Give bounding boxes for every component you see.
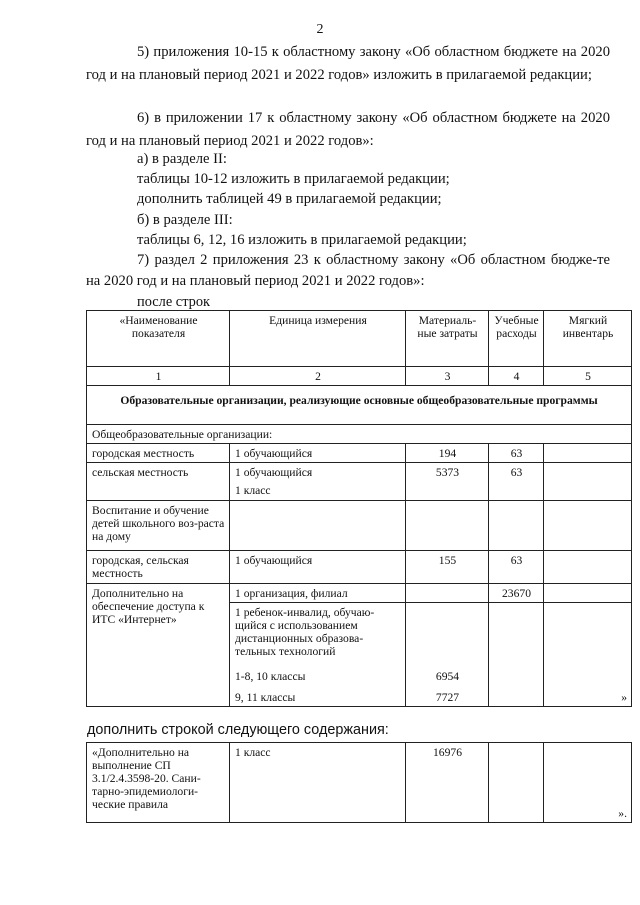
row-unit-city-rural: 1 обучающийся — [230, 551, 406, 584]
row-name-rural: сельская местность — [87, 463, 230, 501]
page-number: 2 — [316, 22, 324, 37]
row-unit-internet-org: 1 организация, филиал — [230, 584, 406, 603]
subline-tables-10-12: таблицы 10-12 изложить в прилагаемой редакции; — [137, 171, 450, 187]
row-unit-rural-student: 1 обучающийся — [235, 466, 313, 479]
row-study-home — [489, 501, 544, 551]
row-material-internet-child — [406, 603, 489, 707]
col-number-2: 2 — [230, 367, 406, 386]
row-material-internet-org — [406, 584, 489, 603]
add-line-label: дополнить строкой следующего содержания: — [87, 722, 389, 738]
subline-section-2: а) в разделе II: — [137, 151, 227, 167]
row-soft-internet-org — [544, 584, 632, 603]
add-row-closing: ». — [544, 743, 632, 823]
subline-section-3: б) в разделе III: — [137, 212, 233, 228]
table-header-row — [87, 311, 632, 367]
row-name-city-rural: городская, сельская местность — [87, 551, 230, 584]
table-row — [87, 463, 632, 501]
add-row-material: 16976 — [406, 743, 489, 823]
row-grades-1: 1-8, 10 классы — [235, 670, 306, 683]
row-soft-city — [544, 444, 632, 463]
table-addition — [86, 742, 632, 823]
header-unit: Единица измерения — [230, 311, 406, 367]
row-material-city-rural: 155 — [406, 551, 489, 584]
paragraph-6: 6) в приложении 17 к областному закону «Об областном бюджете на 2020 год и на плановый период 2021 и 2022 годов»: — [86, 110, 610, 149]
column-number-row — [87, 367, 632, 386]
row-soft-city-rural — [544, 551, 632, 584]
header-indicator-name: «Наименование показателя — [87, 311, 230, 367]
add-row-name: «Дополнительно на выполнение СП 3.1/2.4.3598-20. Сани-тарно-эпидемиологи-ческие правила — [87, 743, 230, 823]
add-row-study — [489, 743, 544, 823]
col-number-3: 3 — [406, 367, 489, 386]
row-name-home: Воспитание и обучение детей школьного воз-раста на дому — [87, 501, 230, 551]
table-row — [87, 444, 632, 463]
row-name-internet: Дополнительно на обеспечение доступа к ИТС «Интернет» — [87, 584, 230, 707]
add-row-unit: 1 класс — [230, 743, 406, 823]
after-lines-label: после строк — [137, 294, 211, 310]
row-unit-home — [230, 501, 406, 551]
row-name-city: городская местность — [87, 444, 230, 463]
row-soft-rural — [544, 463, 632, 501]
table-row — [87, 743, 632, 823]
row-grades-2: 9, 11 классы — [235, 691, 296, 704]
subline-table-49: дополнить таблицей 49 в прилагаемой редакции; — [137, 191, 442, 207]
paragraph-7: 7) раздел 2 приложения 23 к областному закону «Об областном бюдже-те на 2020 год и на плановый период 2021 и 2022 годов»: — [86, 252, 610, 289]
row-material-grades-1: 6954 — [435, 670, 460, 683]
table-row — [87, 584, 632, 603]
row-unit-child-text: 1 ребенок-инвалид, обучаю-щийся с использованием дистанционных образова-тельных технологий — [235, 606, 375, 658]
table-row — [87, 501, 632, 551]
header-study-costs: Учебные расходы — [489, 311, 544, 367]
section-row — [87, 386, 632, 425]
header-material-costs: Материаль-ные затраты — [406, 311, 489, 367]
row-material-city: 194 — [406, 444, 489, 463]
row-study-internet-org: 23670 — [489, 584, 544, 603]
subline-tables-6-12-16: таблицы 6, 12, 16 изложить в прилагаемой редакции; — [137, 232, 467, 248]
row-study-city: 63 — [489, 444, 544, 463]
row-material-rural: 5373 — [406, 463, 489, 501]
table-row — [87, 551, 632, 584]
col-number-4: 4 — [489, 367, 544, 386]
row-unit-rural-class: 1 класс — [235, 484, 271, 497]
row-unit-rural — [230, 463, 406, 501]
col-number-5: 5 — [544, 367, 632, 386]
paragraph-5: 5) приложения 10-15 к областному закону «Об областном бюджете на 2020 год и на плановый период 2021 и 2022 годов» изложить в прилагаемой редакции; — [86, 44, 610, 83]
row-material-grades-2: 7727 — [435, 691, 460, 704]
subsection-row — [87, 425, 632, 444]
section-title: Образовательные организации, реализующие основные общеобразовательные программы — [87, 386, 632, 425]
row-study-city-rural: 63 — [489, 551, 544, 584]
row-unit-internet-child — [230, 603, 406, 707]
row-study-rural: 63 — [489, 463, 544, 501]
row-material-home — [406, 501, 489, 551]
table-main — [86, 310, 632, 707]
header-soft-inventory: Мягкий инвентарь — [544, 311, 632, 367]
row-unit-city: 1 обучающийся — [230, 444, 406, 463]
subsection-title: Общеобразовательные организации: — [87, 425, 632, 444]
row-soft-home — [544, 501, 632, 551]
col-number-1: 1 — [87, 367, 230, 386]
table-closing-quote: » — [544, 603, 632, 707]
row-study-internet-child — [489, 603, 544, 707]
